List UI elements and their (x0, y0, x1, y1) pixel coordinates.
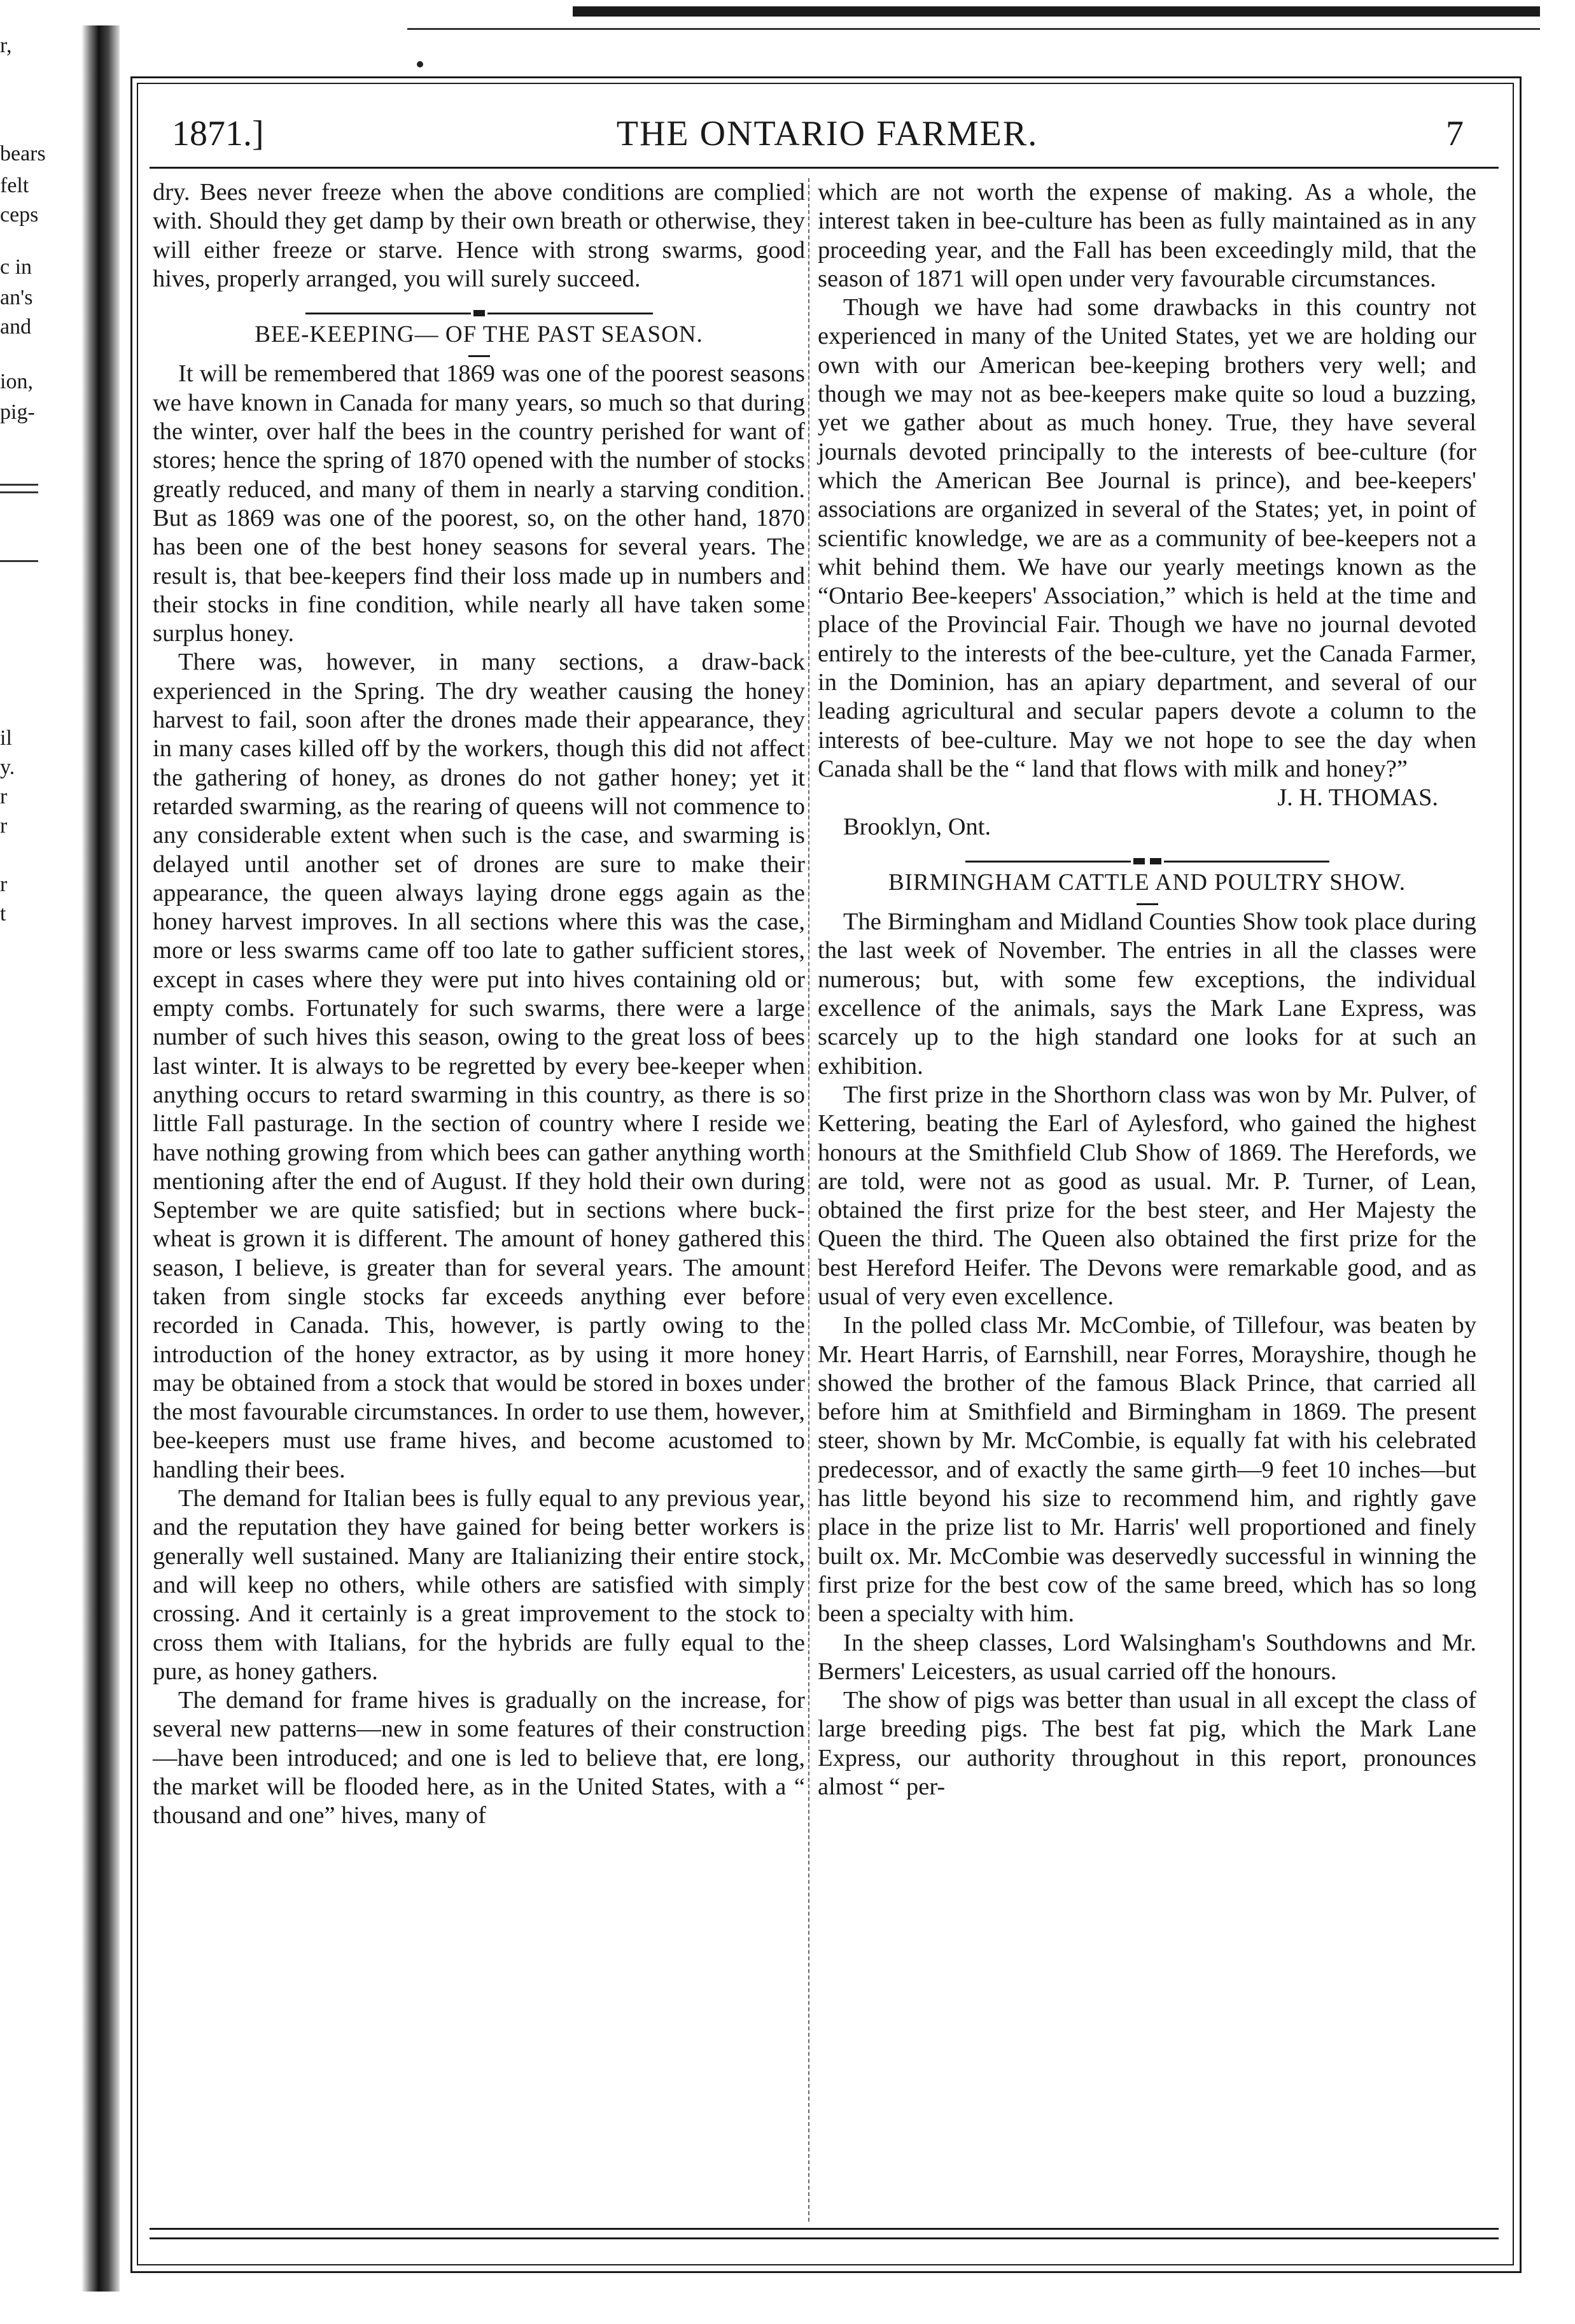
bottom-rule (150, 2228, 1499, 2230)
paragraph: The show of pigs was better than usual in all except the class of large breeding pigs. The best fat pig, which the Mark Lane Express, our authority throughout in this report, pronounces almost “ per- (818, 1687, 1476, 1801)
stub-rule (0, 491, 38, 493)
stub-line: ceps (0, 203, 39, 227)
stub-line: and (0, 315, 32, 339)
author-place: Brooklyn, Ont. (843, 813, 991, 840)
adjacent-page-stub (0, 0, 76, 2324)
stub-line: c in (0, 255, 32, 279)
heading-dash (468, 355, 490, 357)
stub-line: r (0, 873, 8, 896)
column-divider (808, 178, 809, 2222)
stub-line: t (0, 902, 6, 926)
paragraph: Though we have had some drawbacks in this country not experienced in many of the United States, yet we are holding our own with our American bee-keeping brothers very well; and though we may not as bee-keepers make quite so loud a buzzing, yet we gather about as much honey. True, they have several journals devoted principally to the interests of bee-culture (for which the American Bee Journal is prince), and bee-keepers' associations are organized in several of the States; yet, in point of scientific knowledge, we are as a community of bee-keepers not a whit behind them. We have our yearly meetings known as the “Ontario Bee-keepers' Association,” which is held at the time and place of the Provincial Fair. Though we have no journal devoted entirely to the interests of the bee-culture, yet the Canada Farmer, in the Dominion, has an apiary department, and several of our leading agricultural and secular papers devote a column to the interests of bee-culture. May we not hope to see the day when Canada shall be the “ land that flows with milk and honey?” (818, 294, 1476, 782)
header-title: THE ONTARIO FARMER. (616, 114, 1039, 153)
article-heading: BEE-KEEPING— OF THE PAST SEASON. (255, 321, 703, 348)
binding-spine (81, 25, 120, 2292)
paragraph: The first prize in the Shorthorn class was won by Mr. Pulver, of Kettering, beating the Earl of Aylesford, who gained the highest honours at the Smithfield Club Show of 1869. The Herefords, we are told, were not as good as usual. Mr. P. Turner, of Lean, obtained the first prize for the best steer, and Her Majesty the Queen the third. The Queen also obtained the first prize for the best Hereford Heifer. The Devons were remarkable good, and as usual of very even excellence. (818, 1081, 1476, 1310)
stub-line: bears (0, 142, 46, 165)
ink-dot (417, 61, 423, 67)
section-ornament (153, 297, 805, 310)
paragraph: It will be remembered that 1869 was one of the poorest seasons we have known in Canada for many years, so much so that during the winter, over half the bees in the country perished for want of stores; hence the spring of 1870 opened with the number of stocks greatly reduced, and many of them in nearly a starving condition. But as 1869 was one of the poorest, so, on the other hand, 1870 has been one of the best honey seasons for several years. The result is, that bee-keepers find their loss made up in numbers and their stocks in fine condition, while nearly all have taken some surplus honey. (153, 360, 805, 647)
stub-line: r (0, 814, 8, 838)
stub-line: y. (0, 756, 15, 779)
article-heading: BIRMINGHAM CATTLE AND POULTRY SHOW. (888, 869, 1406, 896)
page-header (165, 108, 1489, 165)
stub-rule (0, 560, 38, 562)
paragraph: which are not worth the expense of making. As a whole, the interest taken in bee-culture has been as fully maintained as in any proceeding year, and the Fall has been exceedingly mild, that the season of 1871 will open under very favourable circumstances. (818, 179, 1476, 292)
stub-line: felt (0, 174, 29, 197)
paragraph: In the polled class Mr. McCombie, of Tillefour, was beaten by Mr. Heart Harris, of Earnshill, near Forres, Morayshire, though he showed the brother of the famous Black Prince, that carried all before him at Smithfield and Birmingham in 1869. The present steer, shown by Mr. McCombie, is equally fat with his celebrated predecessor, and of exactly the same girth—9 feet 10 inches—but has little beyond his size to recommend him, and rightly gave place in the prize list to Mr. Harris' well proportioned and finely built ox. Mr. McCombie was deservedly successful in winning the first prize for the best cow of the same breed, which has so long been a specialty with him. (818, 1312, 1476, 1628)
paragraph: There was, however, in many sections, a draw-back experienced in the Spring. The dry weather causing the honey harvest to fail, soon after the drones made their appearance, they in many cases killed off by the workers, though this did not affect the gathering of honey, as drones do not gather honey; yet it retarded swarming, as the rearing of queens will not commence to any considerable extent when such is the case, and swarming is delayed until another set of drones are sure to make their appearance, the queen always laying drone eggs again as the honey harvest improves. In all sections where this was the case, more or less swarms came off too late to gather sufficient stores, except in cases where they were put into hives containing old or empty combs. Fortunately for such swarms, there were a large number of such hives this season, owing to the great loss of bees last winter. It is always to be regretted by every bee-keeper when anything occurs to retard swarming in this country, as there is so little Fall pasturage. In the section of country where I reside we have nothing growing from which bees can gather anything worth mentioning after the end of August. If they hold their own during September we are quite satisfied; but in sections where buck-wheat is grown it is different. The amount of honey gathered this season, I believe, is greater than for several years. The amount taken from single stocks far exceeds anything ever before recorded in Canada. This, however, is partly owing to the introduction of the honey extractor, as by using it more honey may be obtained from a stock that would be stored in boxes under the most favourable circumstances. In order to use them, however, bee-keepers must use frame hives, and become acustomed to handling their bees. (153, 649, 805, 1483)
section-ornament (818, 845, 1476, 858)
top-rule (573, 6, 1540, 17)
stub-rule (0, 484, 38, 486)
stub-line: r, (0, 34, 12, 57)
author-signature: J. H. THOMAS. (1277, 784, 1438, 812)
header-rule (150, 167, 1499, 169)
paragraph: The Birmingham and Midland Counties Show took place during the last week of November. The entries in all the classes were numerous; but, with some few exceptions, the individual excellence of the animals, says the Mark Lane Express, was scarcely up to the high standard one looks for at such an exhibition. (818, 908, 1476, 1080)
paragraph: In the sheep classes, Lord Walsingham's Southdowns and Mr. Bermers' Leicesters, as usual carried off the honours. (818, 1629, 1476, 1685)
right-column (818, 178, 1476, 1801)
header-date: 1871.] (172, 114, 264, 153)
page-number: 7 (1446, 114, 1464, 153)
heading-dash (1137, 903, 1158, 905)
stub-line: ion, (0, 370, 33, 393)
stub-line: r (0, 785, 8, 808)
stub-line: an's (0, 286, 33, 309)
top-rule-thin (407, 28, 1540, 30)
paragraph: The demand for frame hives is gradually on the increase, for several new patterns—new in some features of their construction—have been introduced; and one is led to believe that, ere long, the market will be flooded here, as in the United States, with a “ thousand and one” hives, many of (153, 1687, 805, 1829)
paragraph: The demand for Italian bees is fully equal to any previous year, and the reputation they have gained for being better workers is generally well sustained. Many are Italianizing their entire stock, and will keep no others, while others are satisfied with simply crossing. And it certainly is a great improvement to the stock to cross them with Italians, for the hybrids are fully equal to the pure, as honey gathers. (153, 1485, 805, 1685)
left-column (153, 178, 805, 1831)
stub-line: il (0, 726, 12, 750)
bottom-rule (150, 2237, 1499, 2239)
paragraph: dry. Bees never freeze when the above conditions are complied with. Should they get damp by their own breath or otherwise, they will either freeze or starve. Hence with strong swarms, good hives, properly arranged, you will surely succeed. (153, 179, 805, 292)
stub-line: pig- (0, 400, 35, 424)
